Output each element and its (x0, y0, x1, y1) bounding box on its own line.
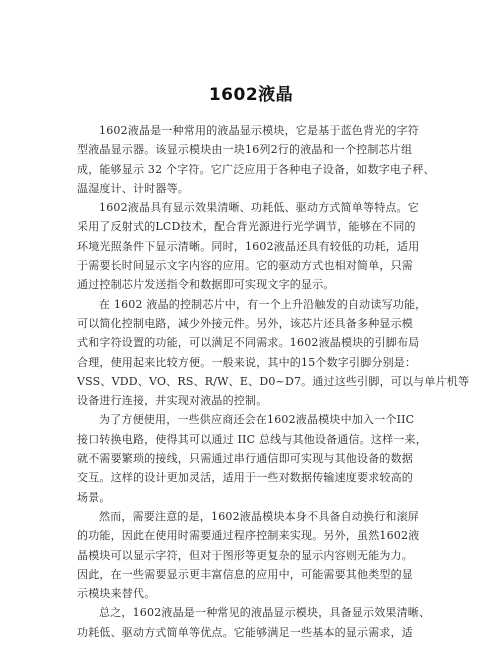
paragraph-line: 交互。这样的设计更加灵活，适用于一些对数据传输速度要求较高的 (77, 471, 413, 485)
paragraph-line: 为了方便使用，一些供应商还会在1602液晶模块中加入一个IIC (99, 413, 415, 427)
paragraph-line: 场景。 (77, 490, 111, 504)
paragraph-line: 于需要长时间显示文字内容的应用。它的驱动方式也相对简单，只需 (77, 259, 413, 273)
paragraph-line: 示模块来替代。 (77, 587, 156, 601)
paragraph-line: 环境光照条件下显示清晰。同时，1602液晶还具有较低的功耗，适用 (77, 239, 420, 253)
paragraph-line: 在 1602 液晶的控制芯片中，有一个上升沿触发的自动读写功能， (99, 297, 427, 311)
paragraph-line: 合理，使用起来比较方便。一般来说，其中的15个数字引脚分别是： (77, 355, 417, 369)
paragraph-line: 温湿度计、计时器等。 (77, 181, 189, 195)
paragraph-line: 晶模块可以显示字符，但对于图形等更复杂的显示内容则无能为力。 (77, 548, 413, 562)
paragraph-line: 采用了反射式的LCD技术，配合背光源进行光学调节，能够在不同的 (77, 220, 416, 234)
paragraph-line: 功耗低、驱动方式简单等优点。它能够满足一些基本的显示需求，适 (77, 625, 413, 639)
paragraph-line: 接口转换电路，使得其可以通过 IIC 总线与其他设备通信。这样一来， (77, 432, 427, 446)
paragraph-line: 型液晶显示器。该显示模块由一块16列2行的液晶和一个控制芯片组 (77, 143, 413, 157)
document-body (77, 121, 470, 642)
paragraph-line: 1602液晶是一种常用的液晶显示模块，它是基于蓝色背光的字符 (99, 124, 419, 137)
paragraph-line: 总之，1602液晶是一种常见的液晶显示模块，具备显示效果清晰、 (99, 606, 431, 620)
paragraph-line: 可以简化控制电路，减少外接元件。另外，该芯片还具备多种显示模 (77, 316, 413, 330)
paragraph-line: 成，能够显示 32 个字符。它广泛应用于各种电子设备，如数字电子秤、 (77, 162, 435, 176)
paragraph-line: 式和字符设置的功能，可以满足不同需求。1602液晶模块的引脚布局 (77, 336, 420, 350)
paragraph-line: 1602液晶具有显示效果清晰、功耗低、驱动方式简单等特点。它 (99, 201, 419, 215)
paragraph-line: 通过控制芯片发送指令和数据即可实现文字的显示。 (77, 278, 335, 292)
paragraph-line: 的功能，因此在使用时需要通过程序控制来实现。另外，虽然1602液 (77, 529, 420, 543)
paragraph-line: VSS、VDD、VO、RS、R/W、E、D0~D7。通过这些引脚，可以与单片机等 (77, 374, 470, 388)
paragraph-line: 就不需要繁琐的接线，只需通过串行通信即可实现与其他设备的数据 (77, 452, 413, 466)
paragraph-line: 因此，在一些需要显示更丰富信息的应用中，可能需要其他类型的显 (77, 567, 413, 581)
paragraph-line: 设备进行连接，并实现对液晶的控制。 (77, 394, 268, 408)
paragraph-line: 然而，需要注意的是，1602液晶模块本身不具备自动换行和滚屏 (99, 509, 419, 523)
document-title: 1602液晶 (208, 85, 294, 105)
